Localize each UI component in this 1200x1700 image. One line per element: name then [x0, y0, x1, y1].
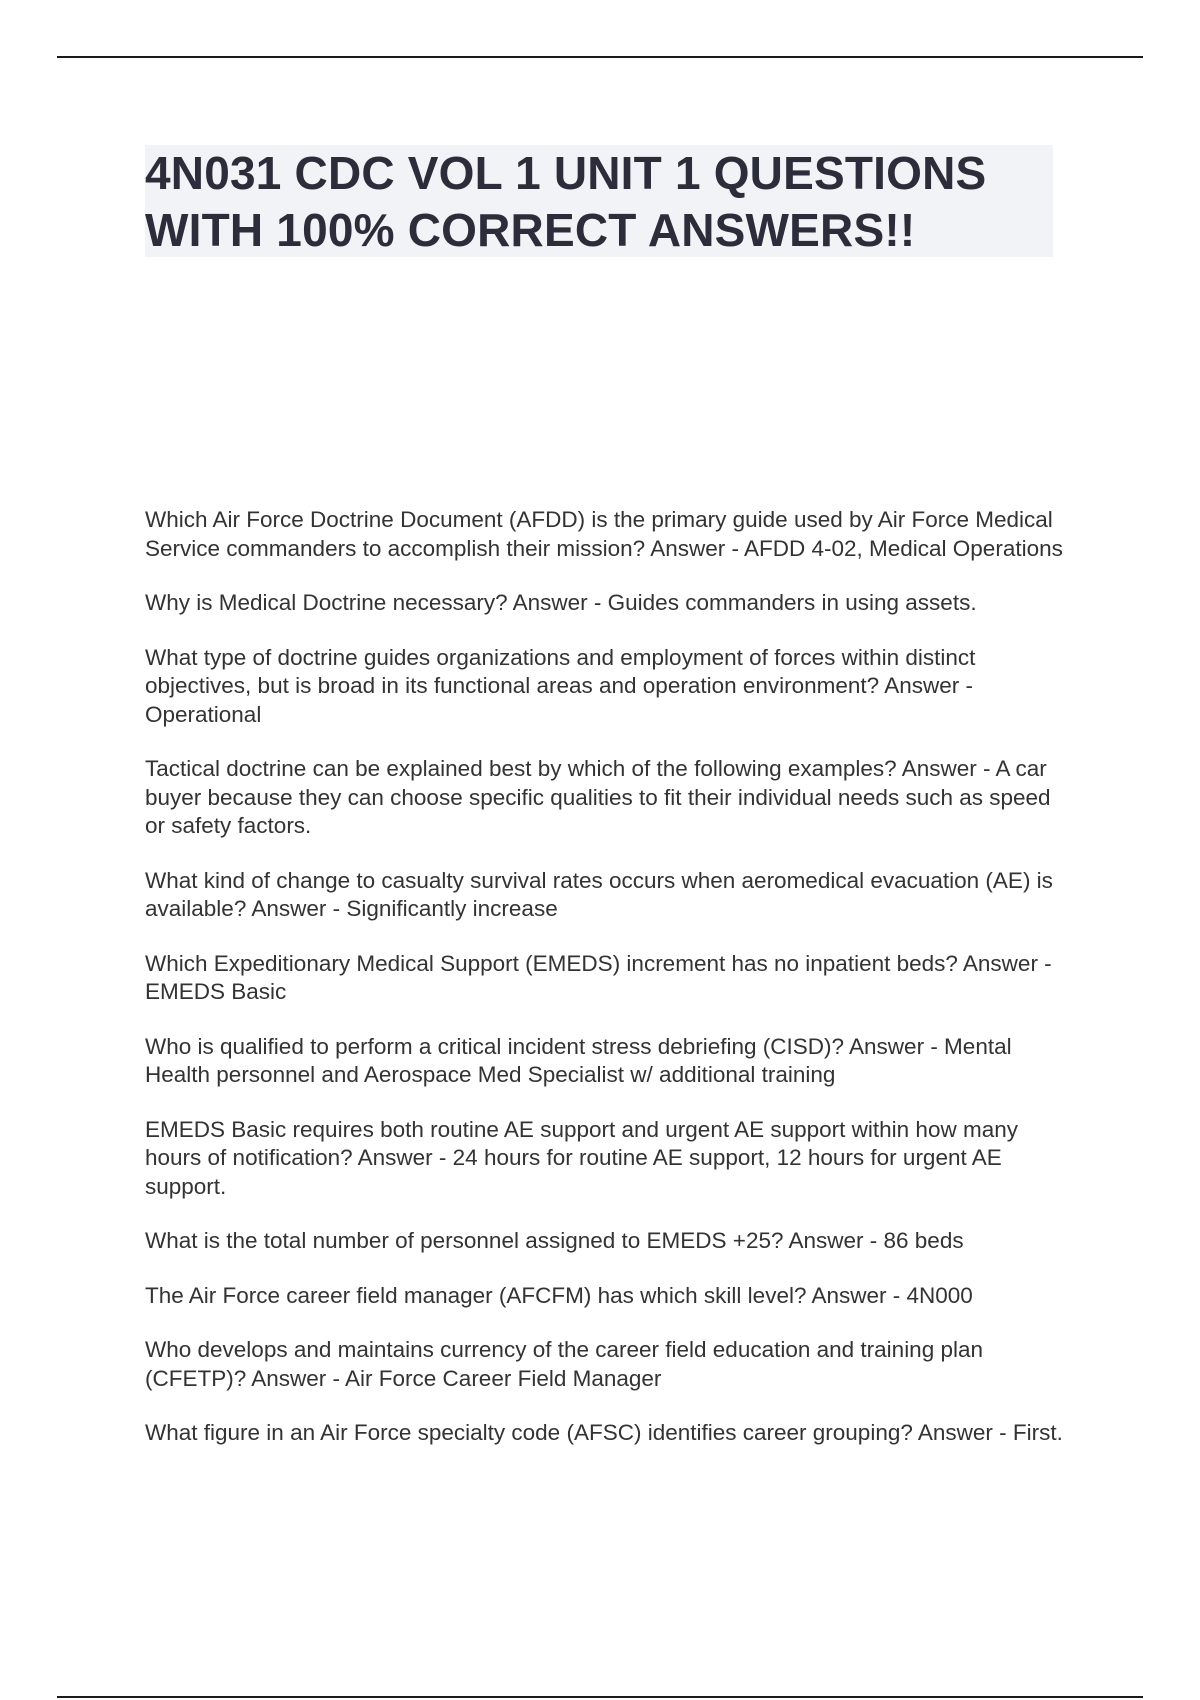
qa-item: Tactical doctrine can be explained best by which of the following examples? Answer - A car buyer because they can choose specific qualities to fit their individual needs such as speed or safety factors.: [145, 756, 1051, 838]
qa-item: Which Air Force Doctrine Document (AFDD) is the primary guide used by Air Force Medical Service commanders to accomplish their mission? Answer - AFDD 4-02, Medical Operations: [145, 507, 1063, 561]
qa-item: Why is Medical Doctrine necessary? Answer - Guides commanders in using assets.: [145, 590, 977, 615]
top-divider: [57, 56, 1143, 58]
qa-item: What kind of change to casualty survival rates occurs when aeromedical evacuation (AE) is available? Answer - Significantly increase: [145, 867, 1053, 921]
qa-item: What type of doctrine guides organizations and employment of forces within distinct objectives, but is broad in its functional areas and operation environment? Answer - Operational: [145, 644, 976, 727]
bottom-divider: [57, 1696, 1143, 1698]
qa-item: Which Expeditionary Medical Support (EMEDS) increment has no inpatient beds? Answer - EMEDS Basic: [145, 950, 1052, 1004]
title-block: [145, 145, 1053, 257]
qa-item: The Air Force career field manager (AFCFM) has which skill level? Answer - 4N000: [145, 1282, 973, 1308]
qa-item: EMEDS Basic requires both routine AE support and urgent AE support within how many hours of notification? Answer - 24 hours for routine AE support, 12 hours for urgent AE support.: [145, 1116, 1018, 1199]
document-title: 4N031 CDC VOL 1 UNIT 1 QUESTIONS WITH 100% CORRECT ANSWERS!!: [145, 147, 987, 256]
qa-item: Who is qualified to perform a critical incident stress debriefing (CISD)? Answer - Mental Health personnel and Aerospace Med Specialist w/ additional training: [145, 1033, 1012, 1087]
qa-item: Who develops and maintains currency of the career field education and training plan (CFETP)? Answer - Air Force Career Field Manager: [145, 1337, 984, 1391]
qa-item: What figure in an Air Force specialty code (AFSC) identifies career grouping? Answer - First.: [145, 1420, 1063, 1445]
qa-list: [145, 506, 1065, 1474]
qa-item: What is the total number of personnel assigned to EMEDS +25? Answer - 86 beds: [145, 1228, 964, 1253]
